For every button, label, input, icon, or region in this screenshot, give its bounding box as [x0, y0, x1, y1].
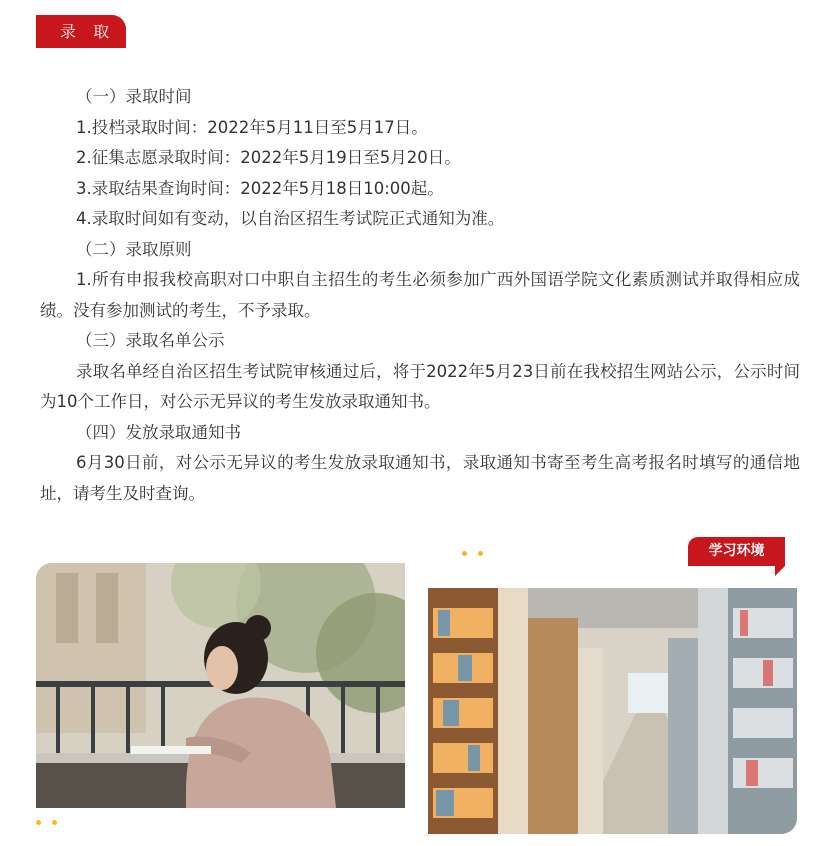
paragraph-principle-1: 1.所有申报我校高职对口中职自主招生的考生必须参加广西外国语学院文化素质测试并取得相应成绩。没有参加测试的考生，不予录取。	[40, 270, 800, 320]
dot	[36, 820, 41, 825]
admission-article	[40, 82, 800, 509]
heading-list-publicity: （三）录取名单公示	[76, 331, 225, 350]
student-studying-photo	[36, 563, 405, 808]
section-badge-admission	[36, 15, 126, 48]
dot	[52, 820, 57, 825]
heading-admission-principle: （二）录取原则	[76, 239, 192, 259]
tag-notch	[775, 566, 785, 576]
paragraph-result-query-time: 3.录取结果查询时间：2022年5月18日10:00起。	[76, 178, 444, 198]
paragraph-time-change-note: 4.录取时间如有变动，以自治区招生考试院正式通知为准。	[76, 209, 505, 228]
tag-learning-environment	[688, 537, 785, 566]
decorative-dots-top	[462, 551, 483, 556]
heading-admission-time: （一）录取时间	[76, 87, 192, 106]
dot	[462, 551, 467, 556]
library-bookshelves-photo	[428, 588, 797, 834]
dot	[478, 551, 483, 556]
paragraph-issue-notice: 6月30日前，对公示无异议的考生发放录取通知书，录取通知书寄至考生高考报名时填写的通信地址，请考生及时查询。	[40, 453, 800, 503]
section-badge-label: 录 取	[60, 22, 116, 41]
paragraph-publicity: 录取名单经自治区招生考试院审核通过后，将于2022年5月23日前在我校招生网站公示，公示时间为10个工作日，对公示无异议的考生发放录取通知书。	[40, 361, 800, 411]
decorative-dots-bottom	[36, 820, 57, 825]
heading-issue-notice: （四）发放录取通知书	[76, 422, 241, 442]
paragraph-filing-time: 1.投档录取时间：2022年5月11日至5月17日。	[76, 117, 428, 137]
tag-label: 学习环境	[708, 543, 765, 559]
paragraph-solicitation-time: 2.征集志愿录取时间：2022年5月19日至5月20日。	[76, 148, 461, 167]
